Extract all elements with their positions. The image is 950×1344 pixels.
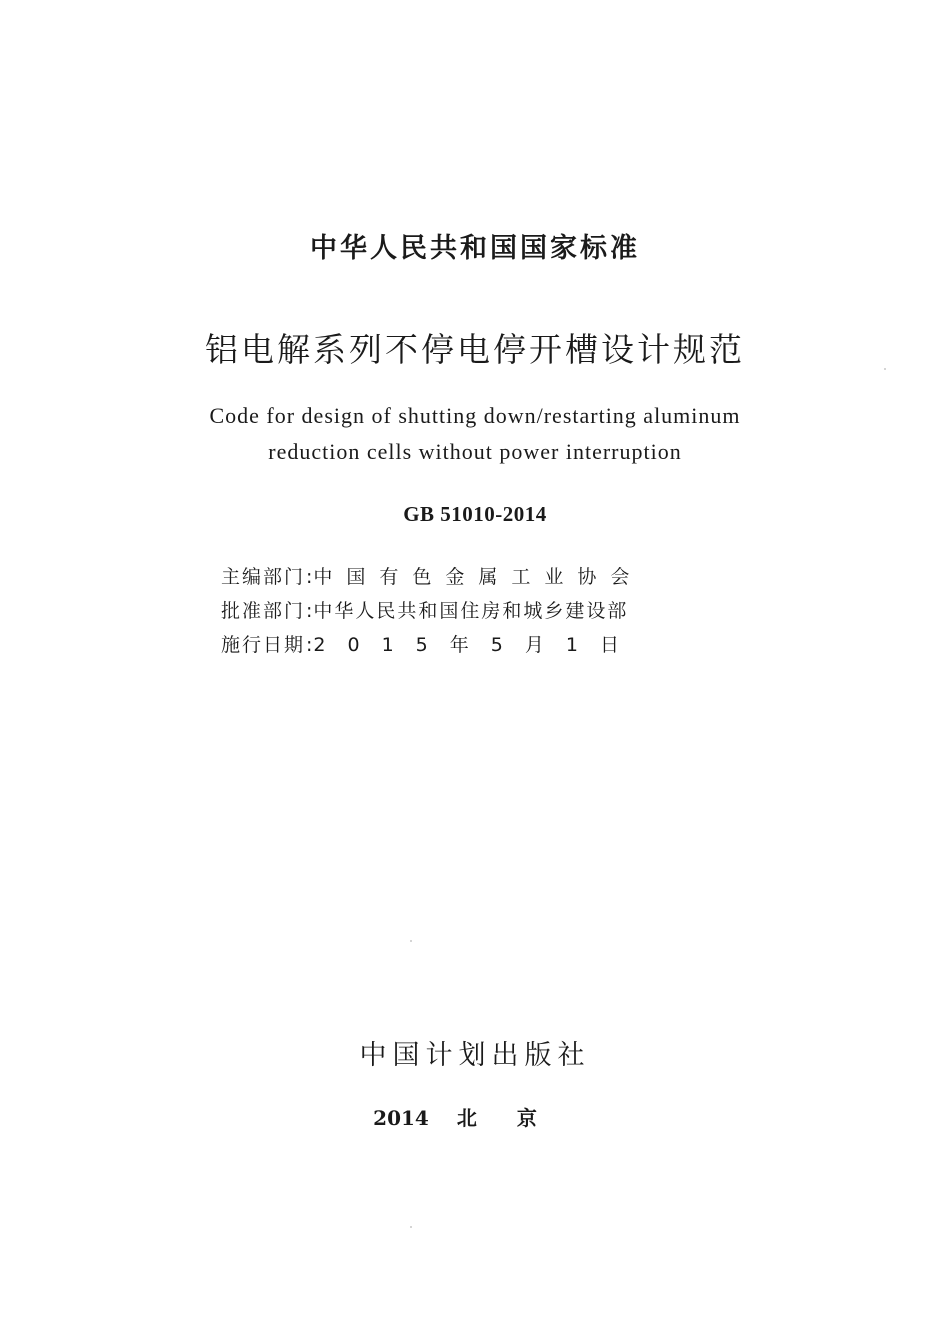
effective-date-separator: : [306,634,313,656]
publisher-name: 中国计划出版社 [359,1040,591,1071]
document-title-chinese: 铝电解系列不停电停开槽设计规范 [205,330,745,369]
document-title-english-line-1: Code for design of shutting down/restarting aluminum [209,403,741,428]
publication-year: 2014 [373,1106,429,1130]
info-block [221,562,701,664]
standard-code: GB 51010-2014 [403,502,547,526]
approver-label: 批准部门 [221,600,306,622]
publication-line [0,1102,950,1131]
effective-date-row [221,630,701,664]
scan-speck [410,1226,412,1228]
approver-row [221,596,701,630]
effective-date-label: 施行日期 [221,634,306,656]
editor-label: 主编部门 [221,566,306,588]
editor-value: 中国有色金属工业协会 [313,566,644,588]
effective-date-value: 2015年5月1日 [313,634,641,656]
national-standard-heading: 中华人民共和国国家标准 [310,233,640,264]
approver-separator: : [306,600,313,622]
editor-row [221,562,701,596]
scan-speck [410,940,412,942]
editor-separator: : [306,566,313,588]
document-title-english-line-2: reduction cells without power interruption [268,439,682,464]
approver-value: 中华人民共和国住房和城乡建设部 [313,600,629,622]
scan-speck [884,368,886,370]
publication-city: 北京 [456,1106,577,1130]
